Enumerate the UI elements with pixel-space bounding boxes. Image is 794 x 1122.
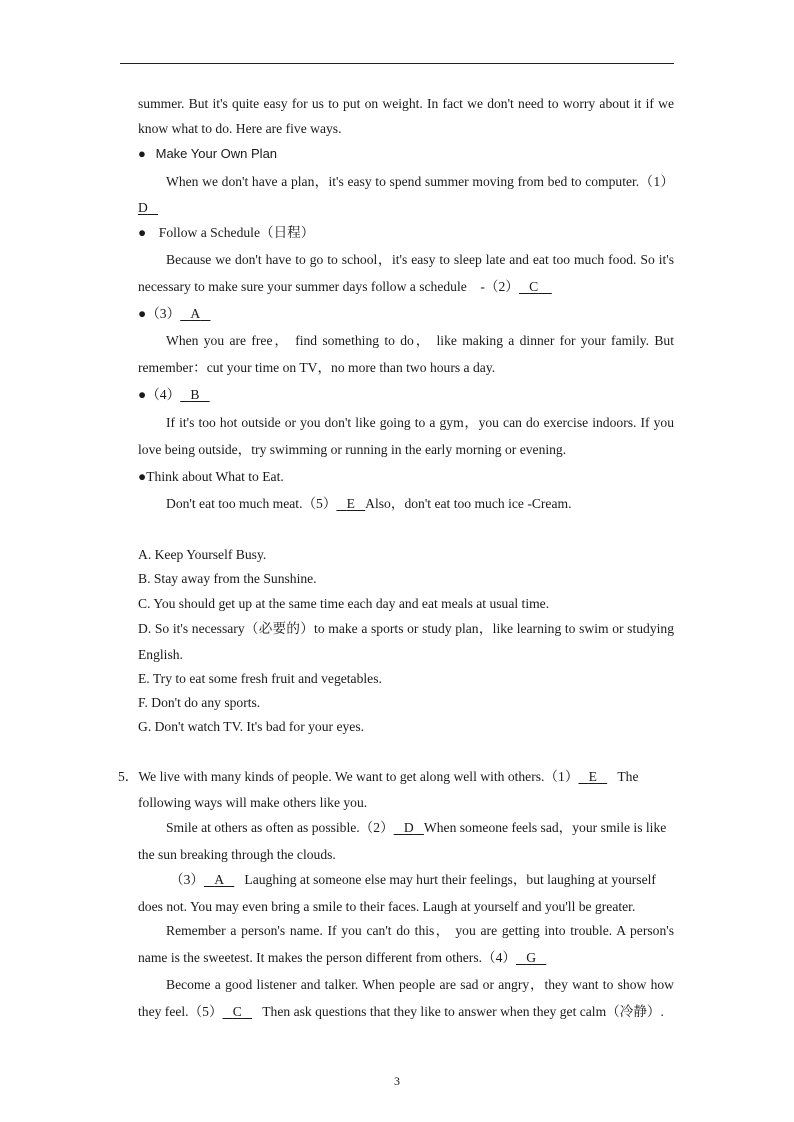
bullet-icon: ●: [138, 225, 147, 240]
bullet-icon: ●: [138, 306, 147, 321]
text-line: remember：cut your time on TV，no more than two hours a day.: [138, 360, 496, 375]
question-5-line: 5．We live with many kinds of people. We want to get along well with others.（1） E The: [118, 769, 639, 784]
bullet-icon: ●: [138, 469, 147, 484]
option-item: F. Don't do any sports.: [138, 695, 261, 710]
answer-blank: E: [588, 769, 597, 784]
text-line: When we don't have a plan，it's easy to spend summer moving from bed to computer.（1）: [166, 174, 674, 189]
answer-blank: D: [403, 820, 414, 835]
answer-blank: A: [190, 306, 201, 321]
text-line: （3） A Laughing at someone else may hurt their feelings，but laughing at yourself: [170, 872, 656, 887]
answer-line: [138, 199, 674, 217]
section-heading: ●（3） A: [138, 305, 674, 323]
text-line: the sun breaking through the clouds.: [138, 847, 336, 862]
page-number: 3: [394, 1074, 400, 1088]
header-rule: [120, 63, 674, 64]
section-heading: ● Make Your Own Plan: [138, 146, 278, 161]
option-item: E. Try to eat some fresh fruit and vegetables.: [138, 671, 382, 686]
answer-blank: C: [529, 279, 539, 294]
bullet-icon: ●: [138, 387, 147, 402]
text-line: love being outside，try swimming or running in the early morning or evening.: [138, 442, 567, 457]
text-line: does not. You may even bring a smile to their faces. Laugh at yourself and you'll be greater.: [138, 899, 636, 914]
option-item: G. Don't watch TV. It's bad for your eyes.: [138, 719, 365, 734]
text-line: When you are free， find something to do， like making a dinner for your family. But: [166, 333, 674, 348]
text-line: Remember a person's name. If you can't do this， you are getting into trouble. A person's: [166, 923, 674, 938]
text-line: summer. But it's quite easy for us to put on weight. In fact we don't need to worry about it if we: [138, 96, 674, 111]
text-line: Because we don't have to go to school，it's easy to sleep late and eat too much food. So it's: [166, 252, 674, 267]
section-heading: ●Think about What to Eat.: [138, 469, 284, 484]
answer-blank: D: [138, 200, 148, 215]
option-item: D. So it's necessary（必要的）to make a sports or study plan，like learning to swim or studying: [138, 621, 674, 636]
section-heading: ●（4） B: [138, 386, 674, 404]
option-item: English.: [138, 647, 183, 662]
option-item: A. Keep Yourself Busy.: [138, 547, 267, 562]
answer-blank: G: [526, 950, 537, 965]
option-item: C. You should get up at the same time each day and eat meals at usual time.: [138, 596, 550, 611]
text-line: know what to do. Here are five ways.: [138, 121, 342, 136]
answer-blank: E: [346, 496, 355, 511]
section-heading: ● Follow a Schedule（日程）: [138, 225, 315, 240]
text-line: necessary to make sure your summer days follow a schedule -（2） C: [138, 278, 674, 296]
text-line: Don't eat too much meat.（5） E Also，don't eat too much ice -Cream.: [166, 496, 572, 511]
text-line: If it's too hot outside or you don't like going to a gym，you can do exercise indoors. If you: [166, 415, 674, 430]
answer-blank: C: [232, 1004, 242, 1019]
text-line: they feel.（5） C Then ask questions that they like to answer when they get calm（冷静）.: [138, 1004, 664, 1019]
text-line: name is the sweetest. It makes the person different from others.（4） G: [138, 949, 674, 967]
option-item: B. Stay away from the Sunshine.: [138, 571, 317, 586]
answer-blank: B: [190, 387, 200, 402]
answer-blank: A: [214, 872, 225, 887]
question-number: 5．: [118, 769, 139, 784]
text-line: Smile at others as often as possible.（2） D When someone feels sad，your smile is like: [166, 820, 667, 835]
bullet-icon: ●: [138, 146, 146, 161]
text-line: Become a good listener and talker. When people are sad or angry，they want to show how: [166, 977, 674, 992]
text-line: following ways will make others like you.: [138, 795, 368, 810]
